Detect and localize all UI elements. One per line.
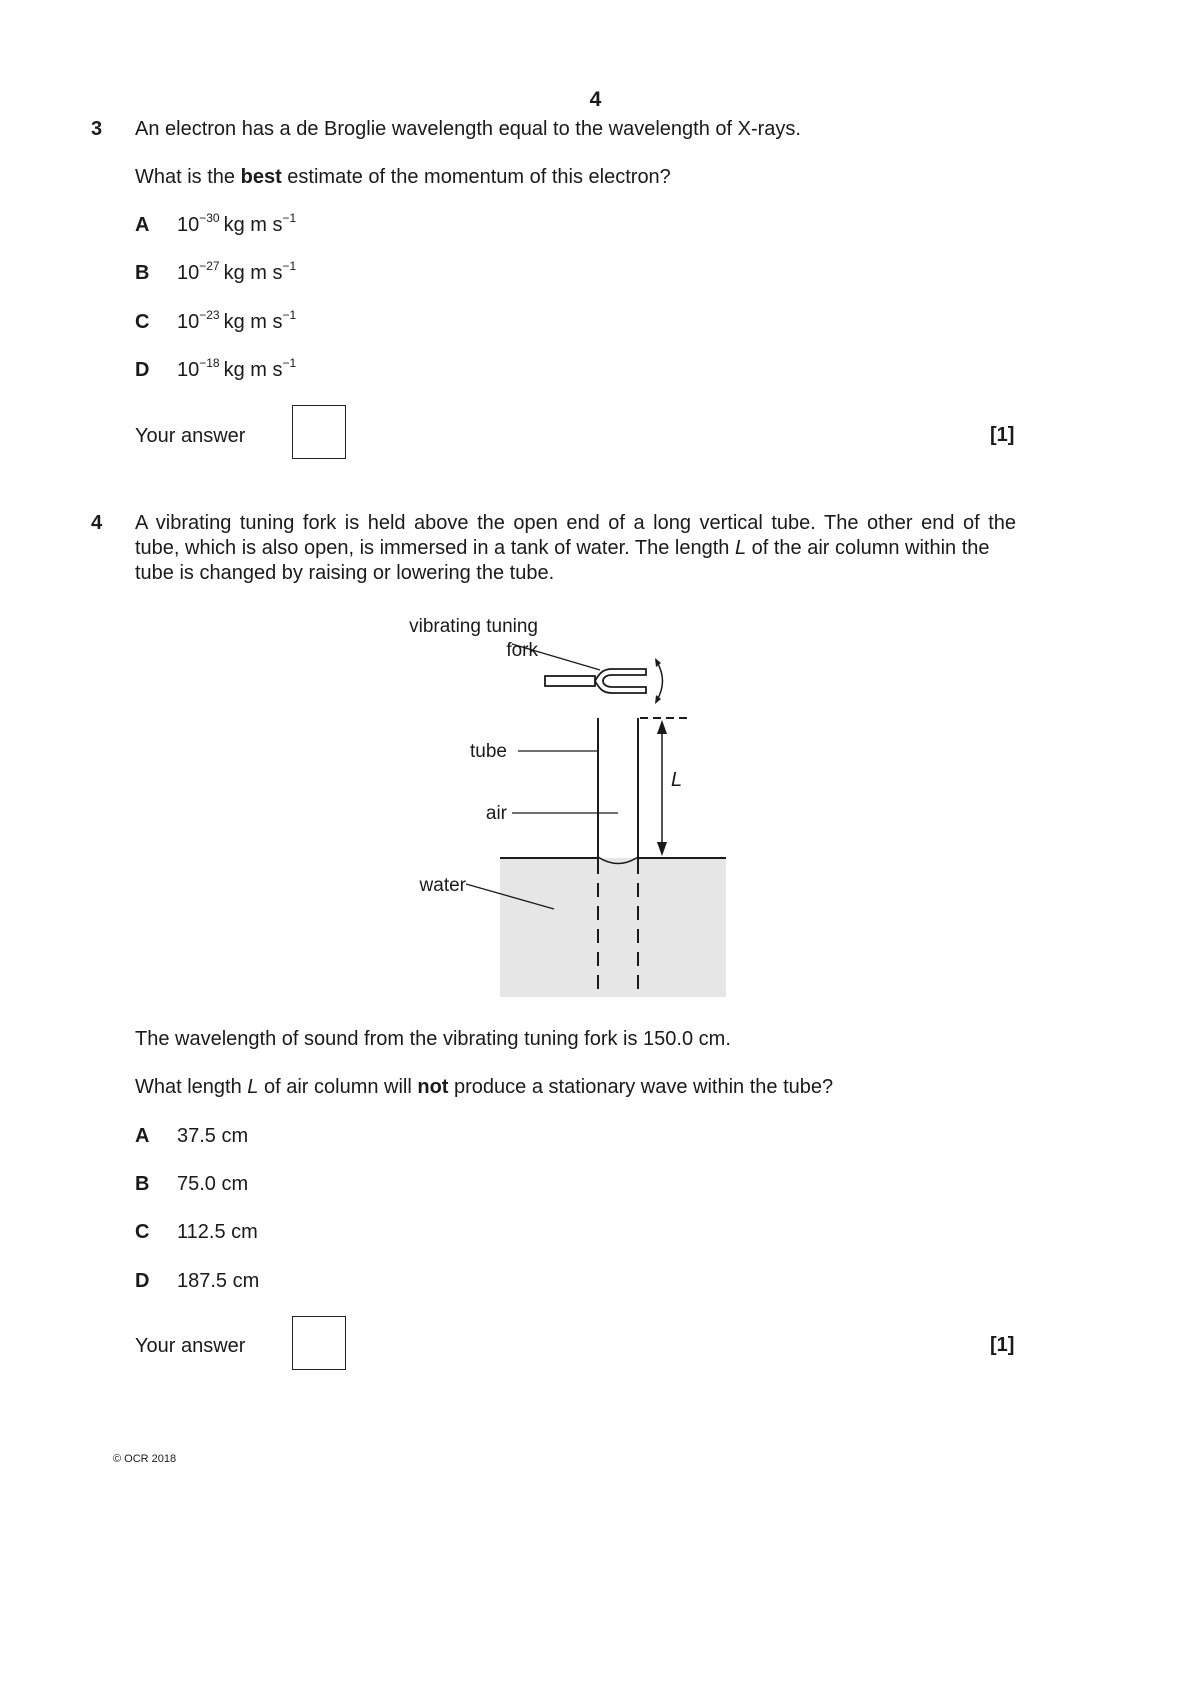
question-4-intro-line-2: tube, which is also open, is immersed in a tank of water. The length L of the air column within the — [135, 537, 990, 559]
label-water: water — [419, 875, 466, 896]
q3-option-d-value: $10^{-18}$ kg m $s^{-1}$ — [177, 356, 297, 381]
water-tank — [500, 858, 726, 997]
question-4-emphasis: not — [417, 1076, 449, 1098]
q4-option-b-value: 75.0 cm — [177, 1173, 249, 1195]
q4-option-c-value: 112.5 cm — [177, 1221, 258, 1243]
question-3-emphasis: best — [240, 166, 282, 188]
question-4-prompt: What length L of air column will not produce a stationary wave within the tube? — [135, 1076, 834, 1098]
length-arrow-head-top — [657, 720, 667, 734]
q4-option-b-letter: B — [135, 1173, 150, 1195]
label-vibrating-tuning: vibrating tuning — [409, 616, 538, 637]
label-fork: fork — [506, 640, 538, 661]
q3-option-b-letter: B — [135, 262, 150, 284]
q3-option-c-value: $10^{-23}$ kg m $s^{-1}$ — [177, 308, 297, 333]
q4-answer-box[interactable] — [292, 1316, 346, 1370]
question-4-intro-line-3: tube is changed by raising or lowering the tube. — [135, 562, 555, 584]
q3-marks: [1] — [990, 424, 1015, 446]
question-4-wavelength: The wavelength of sound from the vibrating tuning fork is 150.0 cm. — [135, 1028, 731, 1050]
q4-marks: [1] — [990, 1334, 1015, 1356]
question-3-stem: An electron has a de Broglie wavelength equal to the wavelength of X-rays. — [135, 118, 801, 140]
label-length: L — [671, 769, 683, 791]
vibration-arrow-top — [655, 658, 661, 667]
length-arrow-head-bottom — [657, 842, 667, 856]
tuning-fork — [545, 658, 663, 704]
vibration-arrow-bottom — [655, 695, 661, 704]
question-4-intro-line-1: A vibrating tuning fork is held above the open end of a long vertical tube. The other end of the — [135, 512, 1016, 534]
q3-option-b-value: $10^{-27}$ kg m $s^{-1}$ — [177, 259, 297, 284]
q3-option-a-value: $10^{-30}$ kg m $s^{-1}$ — [177, 211, 297, 236]
q4-option-c-letter: C — [135, 1221, 150, 1243]
q3-answer-label: Your answer — [135, 425, 246, 447]
q4-answer-label: Your answer — [135, 1335, 246, 1357]
fork-prongs — [595, 669, 646, 693]
q3-option-d-letter: D — [135, 359, 150, 381]
question-3-prompt: What is the best estimate of the momentum of this electron? — [135, 166, 671, 188]
question-3-number: 3 — [91, 118, 103, 140]
vibration-arc — [657, 662, 663, 700]
q4-option-a-value: 37.5 cm — [177, 1125, 249, 1147]
copyright-footer: © OCR 2018 — [113, 1453, 177, 1465]
q4-option-a-letter: A — [135, 1125, 150, 1147]
q3-option-c-letter: C — [135, 311, 150, 333]
page-number: 4 — [589, 88, 602, 111]
question-4-number: 4 — [91, 512, 103, 534]
q4-option-d-letter: D — [135, 1270, 150, 1292]
q3-option-a-letter: A — [135, 214, 150, 236]
label-air: air — [485, 803, 507, 824]
q4-option-d-value: 187.5 cm — [177, 1270, 260, 1292]
label-tube: tube — [470, 741, 507, 762]
